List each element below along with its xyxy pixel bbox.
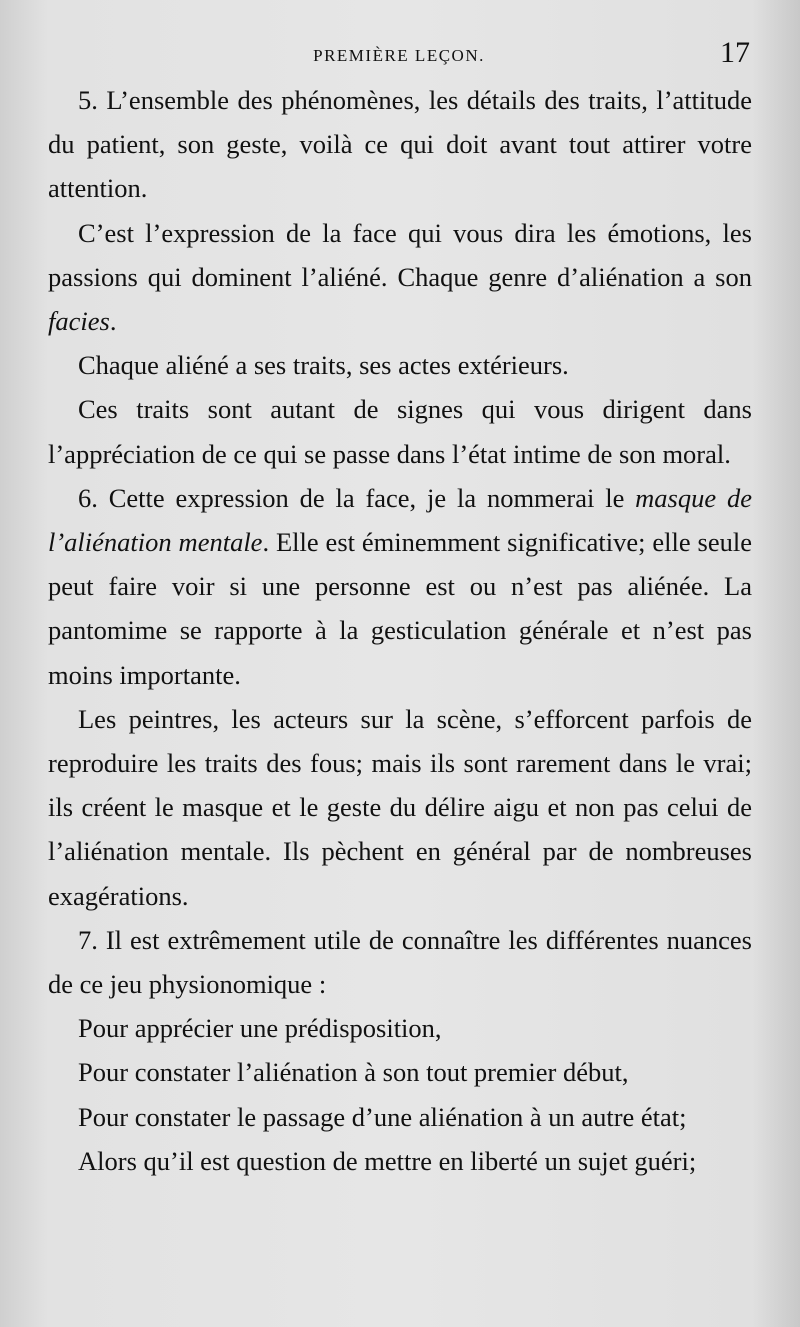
paragraph-traits: Chaque aliéné a ses traits, ses actes extérieurs.: [78, 350, 569, 381]
italic-term-masque: masque de l’aliénation mentale: [48, 482, 752, 558]
paragraph-text: . Elle est éminemment significative; elle seule peut faire voir si une personne est ou n’est pas aliénée. La pantomime se rapporte à la gesticulation générale et n’est pas moins importante.: [48, 527, 752, 690]
paragraph-peintres: Les peintres, les acteurs sur la scène, s’efforcent parfois de reproduire les traits des fous; mais ils sont rarement dans le vrai; ils créent le masque et le geste du délire aigu et non pas celui de l’aliénation mentale. Ils pèchent en général par de nombreuses exagérations.: [48, 703, 752, 911]
paragraph-list-item: Pour apprécier une prédisposition,: [78, 1013, 442, 1044]
running-header: [48, 36, 750, 76]
paragraph-list-item: Alors qu’il est question de mettre en liberté un sujet guéri;: [78, 1145, 697, 1176]
paragraph-text: .: [109, 306, 117, 337]
running-title: PREMIÈRE LEÇON.: [313, 46, 485, 65]
paragraph-6-masque: [48, 476, 752, 697]
body-text: [48, 78, 752, 1183]
paragraph-list-item: Pour constater le passage d’une aliénation à un autre état;: [78, 1101, 687, 1132]
paragraph-text: 6. Cette expression de la face, je la nommerai le: [78, 482, 636, 513]
page-number: 17: [720, 36, 750, 69]
paragraph-7-nuances: 7. Il est extrêmement utile de connaître les différentes nuances de ce jeu physionomique :: [48, 924, 752, 1000]
paragraph-signes: Ces traits sont autant de signes qui vous dirigent dans l’appréciation de ce qui se passe dans l’état intime de son moral.: [48, 394, 752, 469]
italic-term-facies: facies: [48, 306, 110, 337]
paragraph-text: C’est l’expression de la face qui vous dira les émotions, les passions qui dominent l’aliéné. Chaque genre d’aliénation a son: [48, 217, 752, 292]
paragraph-list-item: Pour constater l’aliénation à son tout premier début,: [78, 1057, 629, 1088]
paragraph-5-ensemble: 5. L’ensemble des phénomènes, les détails des traits, l’attitude du patient, son geste, voilà ce qui doit avant tout attirer votre attention.: [48, 85, 752, 204]
paragraph-expression-face: [48, 211, 752, 344]
